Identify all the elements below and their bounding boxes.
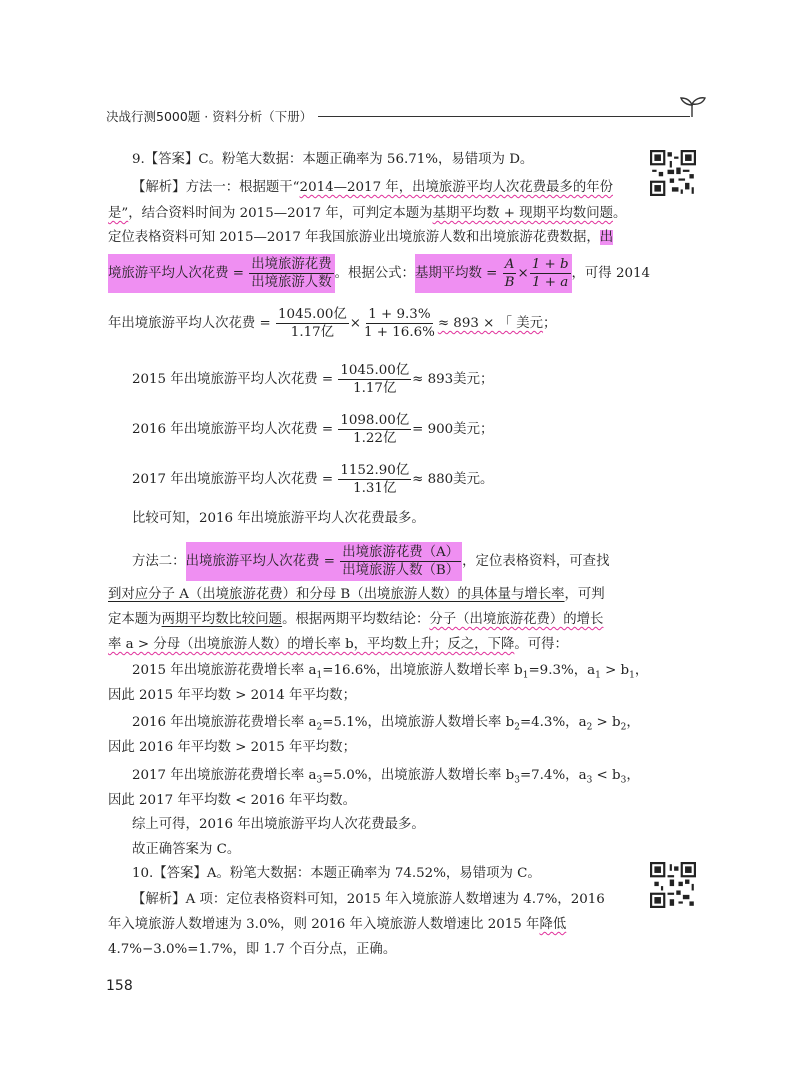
highlight-underline: 降低 bbox=[539, 917, 567, 932]
q9-analysis-line-3 bbox=[108, 228, 613, 248]
q9-analysis-line-2 bbox=[108, 204, 626, 224]
text: =5.0%，出境旅游人数增长率 b bbox=[322, 768, 515, 783]
method-two-line-2 bbox=[108, 585, 605, 605]
denominator: 1 + 16.6% bbox=[364, 325, 435, 340]
q10-answer-line bbox=[132, 864, 541, 884]
numerator: 1045.00亿 bbox=[340, 363, 410, 378]
denominator: B bbox=[504, 275, 515, 290]
fraction bbox=[530, 256, 571, 291]
q9-analysis-line-1 bbox=[132, 178, 613, 198]
text: = 900美元； bbox=[412, 422, 494, 437]
highlight-underline: 基期平均数 + 现期平均数问题 bbox=[432, 206, 613, 221]
text: ，可判 bbox=[564, 587, 605, 602]
subscript: 1 bbox=[316, 670, 323, 681]
text: 2015 年出境旅游平均人次花费 = bbox=[132, 372, 338, 387]
question-number: 9. bbox=[132, 152, 145, 167]
denominator: 出境旅游人数 bbox=[251, 275, 332, 290]
text: =5.1%，出境旅游人数增长率 b bbox=[322, 715, 515, 730]
numerator: A bbox=[504, 257, 515, 272]
numerator: 出境旅游花费 bbox=[251, 257, 332, 272]
header-rule bbox=[318, 116, 690, 117]
underlined-text: 两期平均数比较问题 bbox=[161, 612, 283, 627]
text: 。根据两期平均数结论： bbox=[282, 612, 430, 627]
text: 境旅游平均人次花费 = bbox=[108, 266, 249, 281]
analysis-tag: 【解析】 bbox=[132, 180, 186, 195]
pink-highlight: 出 bbox=[599, 230, 614, 245]
q9-answer-line bbox=[132, 150, 533, 170]
rate-2015 bbox=[132, 661, 648, 686]
qr-code-icon bbox=[650, 150, 696, 196]
text: > b bbox=[600, 663, 630, 678]
text: 年出境旅游平均人次花费 = bbox=[108, 316, 276, 331]
q10-analysis-line-2 bbox=[108, 915, 566, 935]
text: 出境旅游平均人次花费 = bbox=[185, 554, 340, 569]
rate-2016 bbox=[132, 713, 640, 738]
text: ； bbox=[543, 316, 557, 331]
text: 2015 年出境旅游花费增长率 a bbox=[132, 663, 317, 678]
times-sign: × bbox=[517, 266, 529, 281]
text: 2017 年出境旅游花费增长率 a bbox=[132, 768, 317, 783]
subscript: 3 bbox=[514, 775, 520, 786]
text: =9.3%，a bbox=[528, 663, 596, 678]
q10-analysis-line-3: 4.7%−3.0%=1.7%，即 1.7 个百分点，正确。 bbox=[108, 942, 397, 957]
numerator: 1 + 9.3% bbox=[368, 307, 431, 322]
text: ，结合资料时间为 2015—2017 年，可判定本题为 bbox=[128, 206, 433, 221]
text: 定位表格资料可知 2015—2017 年我国旅游业出境旅游人数和出境旅游花费数据， bbox=[108, 230, 600, 245]
calc-2017 bbox=[132, 462, 493, 497]
text: ， bbox=[634, 663, 649, 678]
numerator: 1 + b bbox=[531, 257, 569, 272]
text: A 项：定位表格资料可知，2015 年入境旅游人数增速为 4.7%，2016 bbox=[185, 892, 605, 907]
answer-text: A。粉笔大数据：本题正确率为 74.52%，易错项为 C。 bbox=[206, 866, 541, 881]
answer-tag: 【答案】 bbox=[153, 866, 207, 881]
text: 方法一：根据题干“ bbox=[185, 180, 300, 195]
text: ， bbox=[626, 715, 640, 730]
text: =7.4%，a bbox=[519, 768, 587, 783]
page-number: 158 bbox=[106, 978, 133, 994]
text: ，可得 2014 bbox=[571, 266, 651, 281]
text: ， bbox=[626, 768, 640, 783]
text: ≈ 893美元； bbox=[412, 372, 494, 387]
summary: 综上可得，2016 年出境旅游平均人次花费最多。 bbox=[132, 817, 425, 832]
text: 方法二： bbox=[132, 554, 186, 569]
highlight-underline: 分子（出境旅游花费）的增长 bbox=[429, 612, 604, 627]
numerator: 1152.90亿 bbox=[340, 463, 410, 478]
subscript: 1 bbox=[629, 670, 635, 681]
method-two-line-4 bbox=[108, 635, 568, 655]
text: ≈ 880美元。 bbox=[412, 472, 494, 487]
text: > b bbox=[592, 715, 621, 730]
pink-highlight-formula bbox=[186, 542, 463, 581]
rate-2015-conclusion: 因此 2015 年平均数 > 2014 年平均数； bbox=[108, 688, 356, 703]
question-number: 10. bbox=[132, 866, 154, 881]
subscript: 2 bbox=[586, 722, 593, 733]
underlined-text: 到对应分子 A（出境旅游花费）和分母 B（出境旅游人数）的具体量与增长率 bbox=[108, 587, 565, 602]
subscript: 3 bbox=[620, 775, 627, 786]
rate-2016-conclusion: 因此 2016 年平均数 > 2015 年平均数； bbox=[108, 740, 356, 755]
numerator: 出境旅游花费（A） bbox=[342, 545, 460, 560]
text: < b bbox=[592, 768, 621, 783]
fraction bbox=[503, 256, 517, 291]
fraction bbox=[276, 306, 349, 341]
highlight-underline: ≈ 893 × 「 美元 bbox=[437, 316, 544, 331]
book-header-title: 决战行测5000题 · 资料分析（下册） bbox=[106, 109, 313, 124]
text: 。 bbox=[612, 206, 627, 221]
q10-analysis-line-1 bbox=[132, 890, 605, 910]
subscript: 3 bbox=[586, 775, 593, 786]
denominator: 1.17亿 bbox=[290, 325, 335, 340]
text: 定本题为 bbox=[108, 612, 162, 627]
subscript: 1 bbox=[595, 670, 601, 681]
answer-tag: 【答案】 bbox=[144, 152, 199, 167]
fraction bbox=[249, 256, 333, 291]
fraction bbox=[362, 306, 437, 341]
method-two-line-1 bbox=[132, 542, 609, 581]
fraction bbox=[340, 544, 461, 579]
final-answer: 故正确答案为 C。 bbox=[132, 842, 241, 857]
text: 2016 年出境旅游平均人次花费 = bbox=[132, 422, 338, 437]
text: 2016 年出境旅游花费增长率 a bbox=[132, 715, 317, 730]
subscript: 2 bbox=[620, 722, 627, 733]
calc-2015 bbox=[132, 362, 493, 397]
highlight-underline: 2014—2017 年，出境旅游平均人次花费最多的年份 bbox=[299, 180, 613, 195]
q9-analysis-line-5 bbox=[108, 306, 556, 341]
denominator: 出境旅游人数（B） bbox=[342, 563, 460, 578]
highlight-underline: 率 a > 分母（出境旅游人数）的增长率 b，平均数上升；反之，下降 bbox=[108, 637, 515, 652]
denominator: 1.17亿 bbox=[353, 381, 397, 396]
numerator: 1045.00亿 bbox=[278, 307, 347, 322]
q9-analysis-line-4 bbox=[108, 254, 650, 293]
sprout-icon bbox=[678, 96, 708, 118]
fraction bbox=[338, 462, 411, 497]
pink-highlight-formula bbox=[108, 254, 335, 293]
text: 。可得： bbox=[514, 637, 568, 652]
rate-2017-conclusion: 因此 2017 年平均数 < 2016 年平均数。 bbox=[108, 793, 356, 808]
fraction bbox=[338, 412, 411, 447]
answer-text: C。粉笔大数据：本题正确率为 56.71%，易错项为 D。 bbox=[198, 152, 534, 167]
fraction bbox=[338, 362, 411, 397]
qr-code-icon bbox=[650, 862, 696, 908]
subscript: 1 bbox=[522, 670, 529, 681]
subscript: 3 bbox=[316, 775, 323, 786]
text: ，定位表格资料，可查找 bbox=[462, 554, 610, 569]
text: 2017 年出境旅游平均人次花费 = bbox=[132, 472, 338, 487]
compare-conclusion: 比较可知，2016 年出境旅游平均人次花费最多。 bbox=[132, 511, 425, 526]
calc-2016 bbox=[132, 412, 493, 447]
denominator: 1.31亿 bbox=[353, 481, 397, 496]
text: 。根据公式： bbox=[334, 266, 415, 281]
text: 年入境旅游人数增速为 3.0%，则 2016 年入境旅游人数增速比 2015 年 bbox=[108, 917, 540, 932]
highlight-underline: 是” bbox=[108, 206, 129, 221]
times-sign: × bbox=[349, 316, 362, 331]
numerator: 1098.00亿 bbox=[340, 413, 410, 428]
text: 基期平均数 = bbox=[414, 266, 502, 281]
method-two-line-3 bbox=[108, 610, 603, 630]
denominator: 1.22亿 bbox=[353, 431, 397, 446]
text: =16.6%，出境旅游人数增长率 b bbox=[322, 663, 523, 678]
subscript: 2 bbox=[514, 722, 520, 733]
analysis-tag: 【解析】 bbox=[132, 892, 186, 907]
subscript: 2 bbox=[316, 722, 323, 733]
rate-2017 bbox=[132, 766, 640, 791]
text: =4.3%，a bbox=[519, 715, 587, 730]
denominator: 1 + a bbox=[531, 275, 569, 290]
pink-highlight-formula bbox=[415, 254, 572, 293]
